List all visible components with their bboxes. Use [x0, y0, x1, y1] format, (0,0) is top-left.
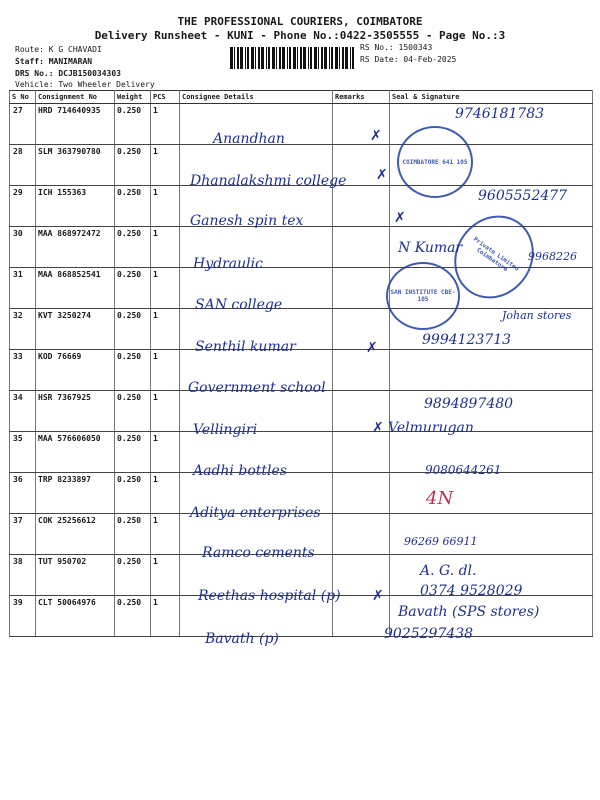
barcode-bar	[276, 47, 277, 69]
staff-label: Staff:	[15, 57, 44, 66]
barcode-bar	[335, 47, 338, 69]
remark-mark-34: ✗	[372, 420, 384, 436]
barcode-bar	[324, 47, 327, 69]
hw-consignee-32: Senthil kumar	[195, 339, 296, 355]
cell-seal	[390, 473, 593, 514]
barcode-bar	[314, 47, 317, 69]
cell-seal	[390, 514, 593, 555]
hw-consignee-36: Aditya enterprises	[190, 505, 321, 521]
barcode-bar	[350, 47, 351, 69]
cell-pcs: 1	[151, 350, 180, 391]
seal-stamp-private-limited: Private Limited Coimbatore	[438, 200, 550, 314]
cell-pcs: 1	[151, 473, 180, 514]
barcode-bar	[287, 47, 288, 69]
hw-signature-name-32: Johan stores	[502, 309, 572, 322]
vehicle-line	[15, 80, 155, 89]
cell-pcs: 1	[151, 391, 180, 432]
hw-signature-phone-37: 96269 66911	[404, 535, 478, 548]
cell-remarks	[333, 473, 390, 514]
hw-signature-30: N Kumar	[398, 240, 463, 256]
barcode-bar	[352, 47, 354, 69]
cell-remarks	[333, 514, 390, 555]
cell-weight: 0.250	[115, 186, 151, 227]
barcode-bar	[230, 47, 233, 69]
cell-pcs: 1	[151, 596, 180, 637]
runsheet-subtitle: Delivery Runsheet - KUNI - Phone No.:0422-3505555 - Page No.:3	[94, 29, 506, 42]
rs-no-value: 1500343	[398, 43, 433, 52]
cell-consignment-no: COK 25256612	[36, 514, 115, 555]
cell-weight: 0.250	[115, 350, 151, 391]
header-remarks: Remarks	[333, 91, 390, 104]
cell-consignment-no: ICH 155363	[36, 186, 115, 227]
hw-signature-phone-38: 0374 9528029	[420, 583, 523, 599]
table-row	[10, 432, 593, 473]
cell-consignment-no: MAA 576606050	[36, 432, 115, 473]
hw-consignee-37: Ramco cements	[202, 545, 315, 561]
remark-mark-38: ✗	[372, 588, 384, 604]
cell-pcs: 1	[151, 432, 180, 473]
route-line	[15, 45, 102, 54]
barcode-bar	[303, 47, 306, 69]
cell-sno: 38	[10, 555, 36, 596]
cell-consignment-no: MAA 868852541	[36, 268, 115, 309]
hw-consignee-30: Hydraulic	[193, 256, 263, 272]
cell-consignment-no: KVT 3250274	[36, 309, 115, 350]
barcode-bar	[268, 47, 270, 69]
barcode-bar	[310, 47, 312, 69]
barcode-bar	[345, 47, 348, 69]
cell-weight: 0.250	[115, 555, 151, 596]
header-seal: Seal & Signature	[390, 91, 593, 104]
hw-consignee-34: Vellingiri	[193, 422, 258, 438]
cell-weight: 0.250	[115, 227, 151, 268]
barcode-bar	[297, 47, 298, 69]
cell-weight: 0.250	[115, 432, 151, 473]
vehicle-value: Two Wheeler Delivery	[58, 80, 155, 89]
company-title: THE PROFESSIONAL COURIERS, COIMBATORE	[177, 15, 423, 28]
hw-consignee-27: Anandhan	[213, 131, 285, 147]
barcode-bar	[251, 47, 254, 69]
cell-weight: 0.250	[115, 309, 151, 350]
barcode-bar	[331, 47, 333, 69]
barcode-bar	[321, 47, 323, 69]
hw-consignee-28: Dhanalakshmi college	[190, 173, 347, 189]
hw-signature-36: 4N	[426, 488, 454, 509]
hw-signature-phone-32: 9994123713	[422, 332, 512, 348]
cell-consignment-no: CLT 50064976	[36, 596, 115, 637]
drs-label: DRS No.:	[15, 69, 54, 78]
barcode-bar	[237, 47, 239, 69]
route-label: Route:	[15, 45, 44, 54]
drs-value: DCJB150034303	[58, 69, 121, 78]
hw-signature-38: A. G. dl.	[420, 563, 477, 579]
rs-no-label: RS No.:	[360, 43, 394, 52]
cell-sno: 36	[10, 473, 36, 514]
barcode-bar	[339, 47, 340, 69]
barcode-bar	[308, 47, 309, 69]
staff-value: MANIMARAN	[48, 57, 93, 66]
cell-sno: 34	[10, 391, 36, 432]
vehicle-label: Vehicle:	[15, 80, 54, 89]
header-sno: S No	[10, 91, 36, 104]
cell-pcs: 1	[151, 186, 180, 227]
cell-sno: 35	[10, 432, 36, 473]
hw-consignee-35: Aadhi bottles	[193, 463, 287, 479]
cell-consignment-no: SLM 363790780	[36, 145, 115, 186]
cell-pcs: 1	[151, 145, 180, 186]
cell-remarks	[333, 186, 390, 227]
header-consignment: Consignment No	[36, 91, 115, 104]
cell-sno: 29	[10, 186, 36, 227]
cell-sno: 32	[10, 309, 36, 350]
barcode-bar	[300, 47, 302, 69]
cell-weight: 0.250	[115, 391, 151, 432]
header-pcs: PCS	[151, 91, 180, 104]
route-value: K G CHAVADI	[48, 45, 102, 54]
cell-weight: 0.250	[115, 268, 151, 309]
cell-pcs: 1	[151, 514, 180, 555]
remark-mark-27: ✗	[370, 128, 382, 144]
cell-pcs: 1	[151, 555, 180, 596]
barcode-bar	[289, 47, 291, 69]
cell-sno: 39	[10, 596, 36, 637]
barcode-bar	[255, 47, 256, 69]
cell-remarks	[333, 432, 390, 473]
cell-weight: 0.250	[115, 145, 151, 186]
cell-pcs: 1	[151, 227, 180, 268]
hw-consignee-39: Bavath (p)	[205, 631, 279, 647]
cell-remarks	[333, 268, 390, 309]
hw-consignee-33: Government school	[188, 380, 326, 396]
barcode-bar	[245, 47, 246, 69]
cell-weight: 0.250	[115, 514, 151, 555]
hw-signature-phone-34: 9894897480	[424, 396, 514, 412]
cell-sno: 37	[10, 514, 36, 555]
remark-mark-28: ✗	[376, 167, 388, 183]
table-header-row	[10, 91, 593, 104]
drs-line	[15, 69, 121, 78]
seal-stamp-post-office: COIMBATORE 641 105	[397, 126, 473, 198]
cell-weight: 0.250	[115, 473, 151, 514]
cell-sno: 31	[10, 268, 36, 309]
hw-consignee-29: Ganesh spin tex	[190, 213, 304, 229]
cell-consignment-no: HRD 714640935	[36, 104, 115, 145]
hw-signature-phone-39: 9025297438	[384, 626, 474, 642]
rs-date-value: 04-Feb-2025	[403, 55, 457, 64]
hw-consignee-31: SAN college	[195, 297, 283, 313]
barcode-bar	[261, 47, 264, 69]
cell-consignment-no: TRP 8233897	[36, 473, 115, 514]
cell-sno: 27	[10, 104, 36, 145]
rs-date-line	[360, 55, 456, 64]
staff-line	[15, 57, 92, 66]
barcode-bar	[318, 47, 319, 69]
rs-no-line	[360, 43, 432, 52]
barcode-image	[230, 47, 354, 69]
cell-remarks	[333, 309, 390, 350]
cell-consignment-no: KOD 76669	[36, 350, 115, 391]
cell-pcs: 1	[151, 268, 180, 309]
cell-pcs: 1	[151, 309, 180, 350]
seal-stamp-san-institute: SAN INSTITUTE CBE-105	[386, 262, 460, 330]
barcode-bar	[293, 47, 296, 69]
header-weight: Weight	[115, 91, 151, 104]
barcode-bar	[234, 47, 235, 69]
barcode-bar	[272, 47, 275, 69]
barcode-bar	[247, 47, 249, 69]
hw-consignee-38: Reethas hospital (p)	[198, 588, 341, 604]
cell-consignment-no: MAA 868972472	[36, 227, 115, 268]
remark-mark-32: ✗	[366, 340, 378, 356]
cell-consignment-no: HSR 7367925	[36, 391, 115, 432]
hw-signature-39: Bavath (SPS stores)	[398, 604, 540, 620]
cell-remarks	[333, 227, 390, 268]
rs-date-label: RS Date:	[360, 55, 399, 64]
barcode-bar	[329, 47, 330, 69]
cell-remarks	[333, 350, 390, 391]
hw-signature-phone-27: 9746181783	[455, 106, 545, 122]
hw-signature-phone-30: 9968226	[528, 250, 577, 263]
remark-mark-29: ✗	[394, 210, 406, 226]
cell-pcs: 1	[151, 104, 180, 145]
barcode-bar	[342, 47, 344, 69]
barcode-bar	[282, 47, 285, 69]
barcode-bar	[240, 47, 243, 69]
cell-sno: 30	[10, 227, 36, 268]
hw-signature-phone-29: 9605552477	[478, 188, 568, 204]
barcode-bar	[266, 47, 267, 69]
cell-seal	[390, 350, 593, 391]
hw-signature-34: Velmurugan	[388, 420, 474, 436]
header-consignee: Consignee Details	[180, 91, 333, 104]
cell-consignment-no: TUT 950702	[36, 555, 115, 596]
cell-sno: 33	[10, 350, 36, 391]
barcode-bar	[279, 47, 281, 69]
cell-sno: 28	[10, 145, 36, 186]
cell-weight: 0.250	[115, 596, 151, 637]
barcode-bar	[258, 47, 260, 69]
cell-weight: 0.250	[115, 104, 151, 145]
hw-signature-phone-35: 9080644261	[425, 463, 502, 477]
